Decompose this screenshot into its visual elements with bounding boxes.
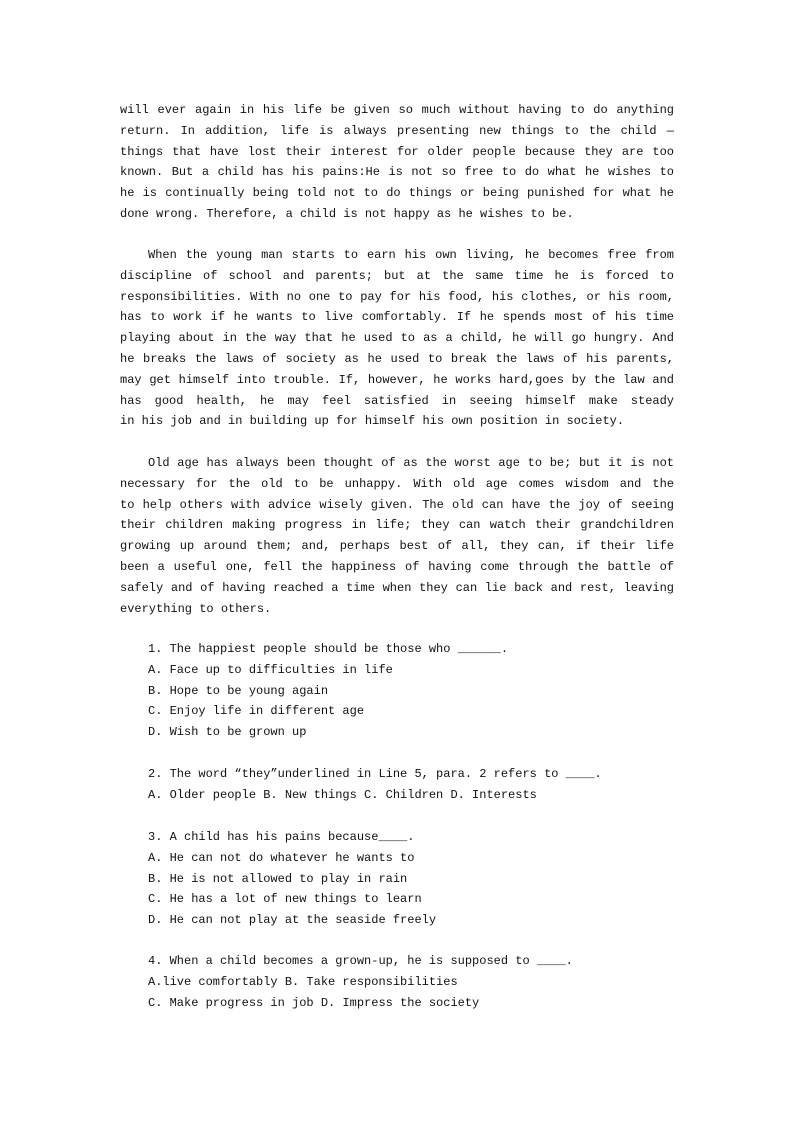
option: B. He is not allowed to play in rain — [148, 871, 408, 886]
text-line: When the young man starts to earn his own living, he becomes free from — [148, 248, 674, 262]
question-3 — [148, 827, 702, 931]
text-line: their children making progress in life; they can watch their grandchildren — [120, 518, 674, 533]
text-line: he breaks the laws of society as he used to break the laws of his parents, — [120, 351, 674, 366]
question-stem: 1. The happiest people should be those who ______. — [148, 642, 509, 656]
paragraph-1 — [120, 100, 674, 225]
text-line: safely and of having reached a time when they can lie back and rest, leaving — [120, 580, 674, 595]
option: C. Make progress in job D. Impress the society — [148, 995, 480, 1010]
text-line: return. In addition, life is always presenting new things to the child — — [120, 123, 674, 138]
question-stem: 4. When a child becomes a grown-up, he is supposed to ____. — [148, 954, 573, 968]
text-line: playing about in the way that he used to as a child, he will go hungry. And — [120, 331, 674, 346]
question-4 — [148, 951, 702, 1013]
option: A.live comfortably B. Take responsibilities — [148, 974, 458, 989]
question-stem: 3. A child has his pains because____. — [148, 830, 415, 844]
text-line: responsibilities. With no one to pay for his food, his clothes, or his room, — [120, 289, 674, 304]
text-line: has good health, he may feel satisfied in seeing himself make steady — [120, 393, 674, 408]
option: D. Wish to be grown up — [148, 725, 307, 740]
text-line: discipline of school and parents; but at the same time he is forced to — [120, 268, 674, 283]
option: A. Face up to difficulties in life — [148, 662, 393, 677]
text-line: everything to others. — [120, 601, 272, 616]
option: A. He can not do whatever he wants to — [148, 850, 415, 865]
option: B. Hope to be young again — [148, 683, 329, 698]
text-line: been a useful one, fell the happiness of having come through the battle of — [120, 559, 674, 574]
question-1 — [148, 639, 702, 743]
text-line: has to work if he wants to live comfortably. If he spends most of his time — [120, 310, 674, 325]
text-line: in his job and in building up for himself his own position in society. — [120, 414, 625, 429]
option: C. He has a lot of new things to learn — [148, 892, 422, 907]
text-line: may get himself into trouble. If, however, he works hard,goes by the law and — [120, 372, 674, 387]
text-line: he is continually being told not to do things or being punished for what he — [120, 186, 674, 201]
option: D. He can not play at the seaside freely — [148, 913, 437, 928]
text-line: done wrong. Therefore, a child is not happy as he wishes to be. — [120, 206, 574, 221]
text-line: necessary for the old to be unhappy. With old age comes wisdom and the — [120, 476, 674, 491]
question-stem: 2. The word “they”underlined in Line 5, para. 2 refers to ____. — [148, 767, 602, 781]
option: C. Enjoy life in different age — [148, 704, 365, 719]
paragraph-2 — [120, 245, 674, 432]
question-2 — [148, 764, 702, 806]
text-line: will ever again in his life be given so much without having to do anything — [120, 103, 674, 117]
text-line: Old age has always been thought of as the worst age to be; but it is not — [148, 456, 674, 470]
paragraph-3 — [120, 453, 674, 619]
text-line: things that have lost their interest for older people because they are too — [120, 144, 674, 159]
text-line: growing up around them; and, perhaps best of all, they can, if their life — [120, 539, 674, 554]
text-line: to help others with advice wisely given. The old can have the joy of seeing — [120, 497, 674, 512]
text-line: known. But a child has his pains:He is not so free to do what he wishes to — [120, 165, 674, 180]
option: A. Older people B. New things C. Children D. Interests — [148, 787, 537, 802]
